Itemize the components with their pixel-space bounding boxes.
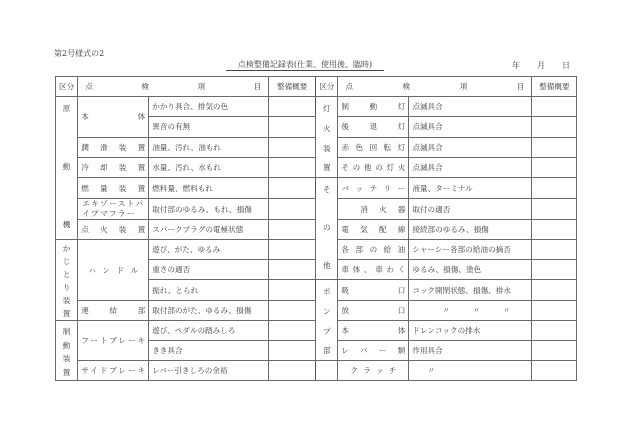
item-foot-brake: フートブレーキ [78,321,149,361]
summary-cell[interactable] [532,97,577,117]
header-summary: 整備概要 [269,77,316,97]
summary-cell[interactable] [269,240,316,260]
check-cell: 接続部のゆるみ、損傷 [409,220,532,240]
item-body-frame: 車体、車わく [338,260,409,280]
date-day-label: 日 [562,61,570,70]
summary-cell[interactable] [532,240,577,260]
check-cell: 水量、汚れ、水もれ [149,157,269,177]
item-reverse-light: 後退灯 [338,117,409,137]
summary-cell[interactable] [532,117,577,137]
item-levers: レバー類 [338,341,409,361]
check-cell: 異音の有無 [149,117,269,137]
table-row [56,178,577,199]
check-cell: きき具合 [149,341,269,361]
check-cell: かかり具合、排気の色 [149,97,269,117]
summary-cell[interactable] [269,117,316,137]
check-cell: 〃 [409,361,532,381]
summary-cell[interactable] [532,260,577,280]
summary-cell[interactable] [269,178,316,199]
inspection-table [55,76,577,381]
item-engine-body: 本体 [78,97,149,138]
date-year-label: 年 [512,61,520,70]
summary-cell[interactable] [532,199,577,220]
check-cell: 取付部のがた、ゆるみ、損傷 [149,301,269,321]
summary-cell[interactable] [269,97,316,117]
summary-cell[interactable] [532,341,577,361]
item-suction-port: 吸口 [338,280,409,301]
ditto-mark: 〃 [472,306,481,315]
item-handle: ハンドル [78,240,149,301]
date-month-label: 月 [537,61,545,70]
check-cell: 点滅具合 [409,97,532,117]
item-clutch: クラッチ [338,361,409,381]
summary-cell[interactable] [532,220,577,240]
summary-cell[interactable] [269,301,316,321]
ditto-mark: 〃 [442,306,450,315]
check-cell: 作用具合 [409,341,532,361]
check-cell: スパークプラグの電極状態 [149,220,269,240]
item-ignition: 点火装置 [78,220,149,240]
check-cell: 燃料量、燃料もれ [149,178,269,199]
summary-cell[interactable] [269,321,316,341]
summary-cell[interactable] [532,361,577,381]
item-pump-body: 本体 [338,321,409,341]
check-cell: 取付の適否 [409,199,532,220]
check-cell [409,301,532,321]
check-cell: コック開閉状態、損傷、排水 [409,280,532,301]
summary-cell[interactable] [269,280,316,301]
category-pump: ポ ン プ 部 [316,280,338,361]
item-other-lights: その他の灯火 [338,157,409,177]
check-cell: 点滅具合 [409,117,532,137]
ditto-mark: 〃 [502,306,511,315]
summary-cell[interactable] [269,361,316,381]
category-empty [316,361,338,381]
summary-cell[interactable] [269,220,316,240]
header-summary-right: 整備概要 [532,77,577,97]
summary-cell[interactable] [532,321,577,341]
category-brakes: 制 動 装 置 [56,321,78,381]
item-extinguisher: 消火器 [338,199,409,220]
item-battery: バッテリー [338,178,409,199]
item-lubrication-parts: 各部の給油 [338,240,409,260]
header-category: 区分 [56,77,78,97]
summary-cell[interactable] [269,260,316,280]
table-row [56,361,577,381]
item-lubrication: 潤滑装置 [78,137,149,157]
category-lighting: 灯 火 装 置 [316,97,338,178]
summary-cell[interactable] [532,301,577,321]
item-discharge-port: 放口 [338,301,409,321]
category-steering: か じ と り 装 置 [56,240,78,321]
check-cell: 油量、汚れ、油もれ [149,137,269,157]
summary-cell[interactable] [269,157,316,177]
summary-cell[interactable] [532,280,577,301]
check-cell: レバー引きしろの余裕 [149,361,269,381]
check-cell: 液量、ターミナル [409,178,532,199]
item-exhaust-muffler: エキゾーストパイプマフラー [78,199,149,220]
summary-cell[interactable] [269,137,316,157]
check-cell: ドレンコックの排水 [409,321,532,341]
table-row [56,97,577,117]
check-cell: 点滅具合 [409,157,532,177]
check-cell: 重さの適否 [149,260,269,280]
header-inspection-item-right: 点 検 項 目 [338,77,532,97]
category-other: そ の 他 [316,178,338,280]
item-rotating-light: 赤色回転灯 [338,137,409,157]
form-title: 点検整備記録表(仕業、使用後、臨時) [226,60,384,71]
header-category-right: 区分 [316,77,338,97]
check-cell: 遊び、がた、ゆるみ [149,240,269,260]
form-number: 第2号様式の2 [54,49,105,58]
header-row [56,77,577,97]
check-cell: 遊び、ペダルの踏みしろ [149,321,269,341]
category-engine: 原 動 機 [56,97,78,240]
item-cooling: 冷却装置 [78,157,149,177]
item-brake-light: 制動灯 [338,97,409,117]
check-cell: 振れ、とられ [149,280,269,301]
summary-cell[interactable] [269,199,316,220]
check-cell: 取付部のゆるみ、もれ、損傷 [149,199,269,220]
summary-cell[interactable] [532,178,577,199]
summary-cell[interactable] [532,157,577,177]
check-cell: 点滅具合 [409,137,532,157]
summary-cell[interactable] [532,137,577,157]
check-cell: シャーシー各部の給油の摘否 [409,240,532,260]
item-fuel: 燃量装置 [78,178,149,199]
item-wiring: 電気配線 [338,220,409,240]
item-side-brake: サイドブレーキ [78,361,149,381]
item-coupling: 連結部 [78,301,149,321]
header-inspection-item: 点 検 項 目 [78,77,269,97]
summary-cell[interactable] [269,341,316,361]
check-cell: ゆるみ、損傷、塗色 [409,260,532,280]
